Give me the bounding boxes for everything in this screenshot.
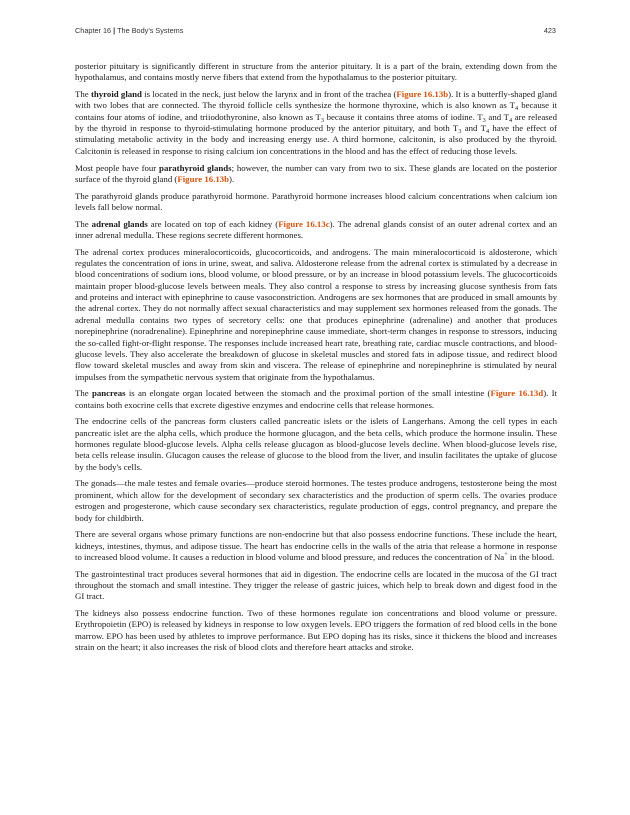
text-run: ). [229, 173, 235, 184]
subscript: 3 [320, 116, 324, 124]
text-run: The [75, 388, 92, 399]
figure-link-16-13c[interactable] [278, 219, 329, 229]
paragraph-parathyroid [75, 163, 557, 186]
chapter-label: Chapter 16 [75, 26, 112, 35]
figure-link-suffix: d [538, 388, 544, 399]
text-run: The [75, 89, 91, 100]
superscript: + [504, 550, 508, 558]
text-run: ). It contains both exocrine cells that excrete digestive enzymes and endocrine cells that release hormones. [75, 388, 557, 410]
page-body [75, 61, 557, 659]
figure-link-suffix: b [443, 89, 449, 100]
paragraph-pancreatic-islets: The endocrine cells of the pancreas form clusters called pancreatic islets or the islets of Langerhans. Among the cell types in each pancreatic islet are the alpha cells, which produce the hormone glucagon, and the beta cells, which produce the hormone insulin. These hormones regulate blood-glucose levels. Alpha cells release glucagon as blood-glucose levels decline. When blood-glucose levels rise, beta cells release insulin. Glucagon causes the release of glucose to the blood from the liver, and insulin facilitates the uptake of glucose by the body's cells. [75, 416, 557, 472]
figure-link-label: Figure 16.13 [278, 218, 326, 229]
paragraph-kidneys: The kidneys also possess endocrine function. Two of these hormones regulate ion concentrations and blood volume or pressure. Erythropoietin (EPO) is released by kidneys in response to low oxygen levels. EPO triggers the formation of red blood cells in the bone marrow. EPO has been used by athletes to improve performance. But EPO doping has its risks, since it thickens the blood and increases strain on the heart; it also increases the risk of blood clots and therefore heart attacks and stroke. [75, 608, 557, 653]
header-separator: | [113, 26, 116, 35]
text-run: is located in the neck, just below the larynx and in front of the trachea ( [141, 89, 397, 100]
text-run: are released by the thyroid in response to thyroid-stimulating hormone produced by the anterior pituitary, and both T [75, 111, 557, 134]
paragraph-thyroid [75, 89, 557, 157]
subscript: 3 [458, 128, 462, 136]
paragraph-adrenal-cortex: The adrenal cortex produces mineralocorticoids, glucocorticoids, and androgens. The main mineralocorticoid is aldosterone, which regulates the concentration of ions in urine, sweat, and saliva. Aldosterone release from the adrenal cortex is stimulated by a decrease in blood concentrations of sodium ions, blood volume, or blood pressure, or by an increase in blood potassium levels. The glucocorticoids maintain proper blood-glucose levels between meals. They also control a response to stress by increasing glucose synthesis from fats and proteins and interact with epinephrine to cause vasoconstriction. Androgens are sex hormones that are produced in small amounts by the adrenal cortex. They do not normally affect sexual characteristics and may supplement sex hormones released from the gonads. The adrenal medulla contains two types of secretory cells: one that produces epinephrine (adrenaline) and another that produces norepinephrine (noradrenaline). Epinephrine and norepinephrine cause immediate, short-term changes in response to stressors, inducing the so-called fight-or-flight response. The responses include increased heart rate, breathing rate, cardiac muscle contractions, and blood-glucose levels. They also accelerate the breakdown of glucose in skeletal muscles and stored fats in adipose tissue, and redirect blood flow toward skeletal muscles and away from skin and viscera. The release of epinephrine and norepinephrine is stimulated by neural impulses from the sympathetic nervous system that originate from the hypothalamus. [75, 246, 557, 382]
term-thyroid-gland: thyroid gland [90, 89, 142, 100]
subscript: 3 [482, 116, 486, 124]
figure-link-suffix: b [224, 173, 230, 184]
text-run: is an elongate organ located between the stomach and the proximal portion of the small intestine ( [125, 388, 491, 399]
text-run: because it contains four atoms of iodine, and triiodothyronine, also known as T [75, 100, 558, 122]
term-adrenal-glands: adrenal glands [91, 218, 148, 229]
paragraph-gonads: The gonads—the male testes and female ovaries—produce steroid hormones. The testes produce androgens, testosterone being the most prominent, which allow for the development of secondary sex characteristics and the production of sperm cells. The ovaries produce estrogen and progesterone, which cause secondary sex characteristics, regulate production of eggs, control pregnancy, and prepare the body for childbirth. [75, 478, 557, 523]
text-run: Most people have four [75, 162, 160, 173]
text-run: have the effect of stimulating metabolic activity in the body and increasing energy use. A third hormone, calcitonin, is also produced by the thyroid. Calcitonin is released in response to rising calcium ion concentrations in the blood and has the effect of reducing those levels. [75, 123, 557, 156]
text-run: in the blood. [507, 551, 555, 562]
paragraph-non-endocrine-organs [75, 529, 557, 563]
paragraph-parathyroid-hormone: The parathyroid glands produce parathyroid hormone. Parathyroid hormone increases blood calcium concentrations when calcium ion levels fall below normal. [75, 190, 557, 212]
paragraph-posterior-pituitary: posterior pituitary is significantly different in structure from the anterior pituitary. It is a part of the brain, extending down from the hypothalamus, and contains mostly nerve fibers that extend from the hypothalamus to the posterior pituitary. [75, 61, 557, 83]
text-run: are located on top of each kidney ( [147, 218, 279, 229]
subscript: 4 [486, 128, 490, 136]
text-run: ). It is a butterfly-shaped gland with two lobes that are connected. The thyroid follicle cells synthesize the hormone thyroxine, which is also known as T [75, 89, 557, 111]
text-run: ). The adrenal glands consist of an outer adrenal cortex and an inner adrenal medulla. These regions secrete different hormones. [75, 218, 557, 241]
text-run: ; however, the number can vary from two to six. These glands are located on the posterior surface of the thyroid gland ( [75, 162, 557, 184]
page-header [75, 26, 556, 35]
figure-link-16-13b[interactable] [177, 174, 229, 184]
page-number: 423 [543, 26, 556, 35]
term-parathyroid-glands: parathyroid glands [159, 162, 232, 173]
chapter-title: The Body's Systems [117, 26, 184, 35]
figure-link-16-13b[interactable] [396, 89, 448, 99]
figure-link-16-13d[interactable] [490, 388, 543, 398]
paragraph-adrenal [75, 219, 557, 242]
paragraph-gastrointestinal: The gastrointestinal tract produces several hormones that aid in digestion. The endocrine cells are located in the mucosa of the GI tract throughout the stomach and small intestine. They trigger the release of gastric juices, which help to break down and digest food in the GI tract. [75, 568, 557, 602]
text-run: and T [485, 111, 509, 122]
figure-link-suffix: c [325, 218, 330, 229]
term-pancreas: pancreas [91, 388, 126, 399]
running-head [75, 26, 183, 35]
text-run: and T [461, 123, 486, 134]
subscript: 4 [515, 105, 519, 113]
figure-link-label: Figure 16.13 [490, 388, 539, 399]
text-run: There are several organs whose primary functions are non-endocrine but that also possess endocrine functions. These include the heart, kidneys, intestines, thymus, and adipose tissue. The heart has endocrine cells in the walls of the atria that release a hormone in response to increased blood volume. It causes a reduction in blood volume and blood pressure, and reduces the concentration of Na [75, 529, 557, 562]
paragraph-pancreas [75, 388, 557, 411]
text-run: because it contains three atoms of iodine. T [323, 111, 483, 122]
subscript: 4 [509, 116, 513, 124]
figure-link-label: Figure 16.13 [177, 173, 225, 184]
figure-link-label: Figure 16.13 [396, 89, 444, 100]
text-run: The [75, 218, 92, 229]
